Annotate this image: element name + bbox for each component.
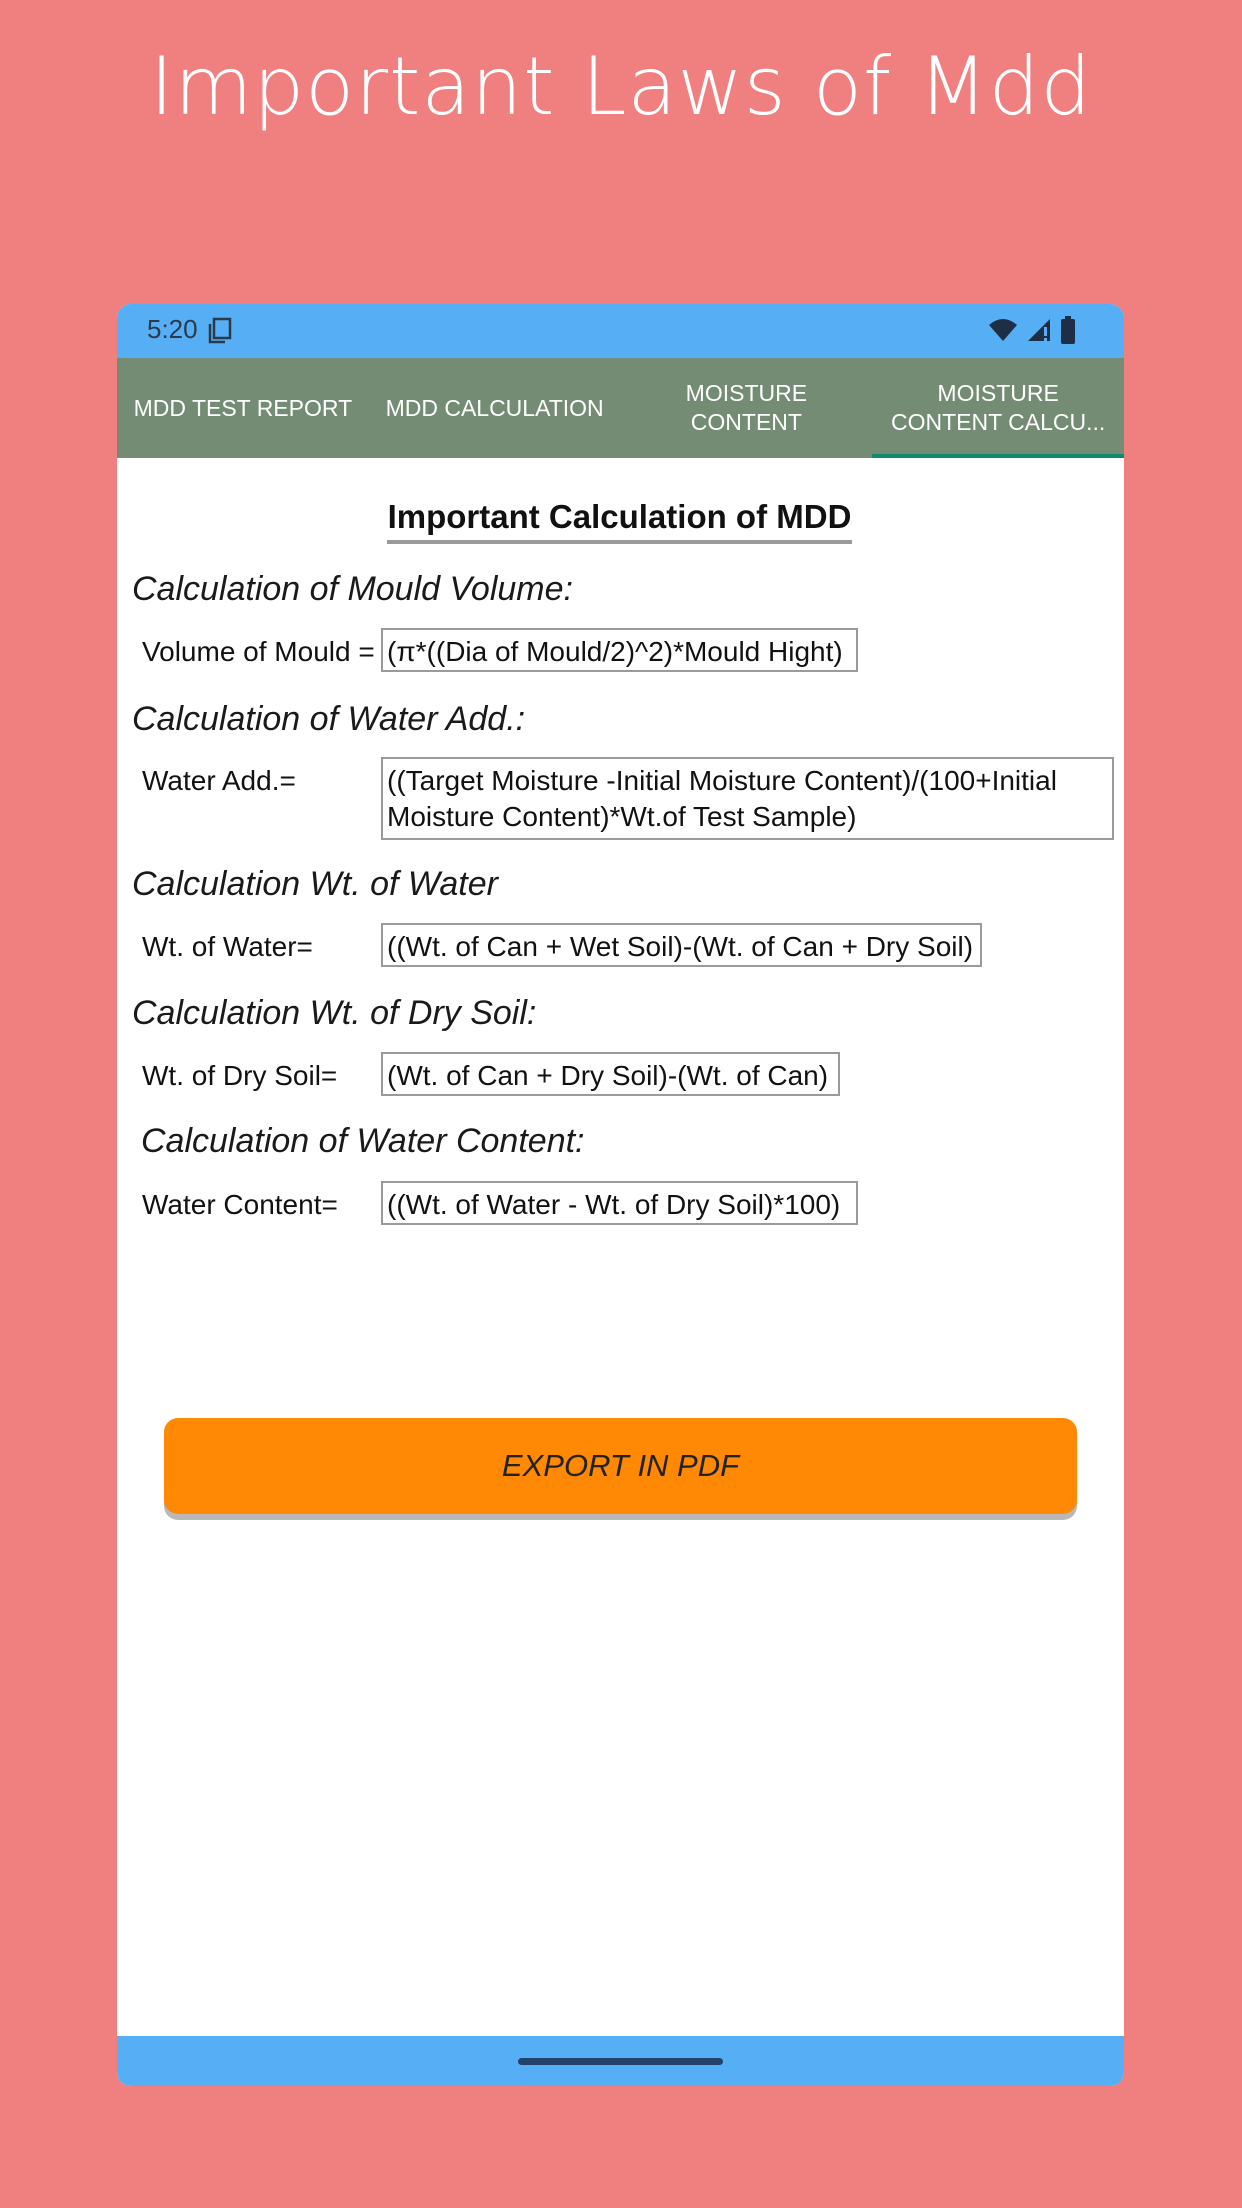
clipboard-icon [207,317,233,349]
tab-bar [117,358,1124,458]
section-heading: Calculation of Water Add.: [132,700,526,738]
tab-mdd-test-report[interactable]: MDD TEST REPORT [133,394,353,421]
headline: Important Laws of Mdd [149,40,1093,133]
phone-screen [117,304,1124,2086]
home-handle[interactable] [518,2058,723,2065]
page-title: Important Calculation of MDD [387,498,852,544]
section-heading: Calculation Wt. of Dry Soil: [132,994,537,1032]
tab-moisture-content-calculation[interactable]: MOISTURE CONTENT CALCU... [872,358,1124,458]
formula-label: Water Add.= [142,765,296,796]
formula-label: Wt. of Water= [142,931,313,962]
formula-box: (Wt. of Can + Dry Soil)-(Wt. of Can) [381,1052,840,1096]
formula-label: Volume of Mould = [142,636,375,667]
formula-box: ((Target Moisture -Initial Moisture Content)/(100+Initial Moisture Content)*Wt.of Test Sample) [381,757,1114,840]
formula-box: ((Wt. of Water - Wt. of Dry Soil)*100) [381,1181,858,1225]
tab-moisture-content[interactable]: MOISTURE CONTENT [685,380,808,435]
status-bar [117,304,1124,358]
section-heading: Calculation of Mould Volume: [132,570,573,608]
tab-mdd-calculation[interactable]: MDD CALCULATION [385,394,604,421]
export-pdf-button[interactable]: EXPORT IN PDF [164,1418,1077,1514]
formula-label: Wt. of Dry Soil= [142,1060,338,1091]
status-time: 5:20 [147,314,198,344]
signal-icon [1026,317,1052,347]
formula-label: Water Content= [142,1189,338,1220]
wifi-icon [988,317,1018,347]
section-heading: Calculation of Water Content: [141,1122,585,1160]
navigation-bar [117,2036,1124,2086]
formula-box: (π*((Dia of Mould/2)^2)*Mould Hight) [381,628,858,672]
battery-icon [1060,316,1076,348]
section-heading: Calculation Wt. of Water [132,865,498,903]
formula-box: ((Wt. of Can + Wet Soil)-(Wt. of Can + Dry Soil) [381,923,982,967]
